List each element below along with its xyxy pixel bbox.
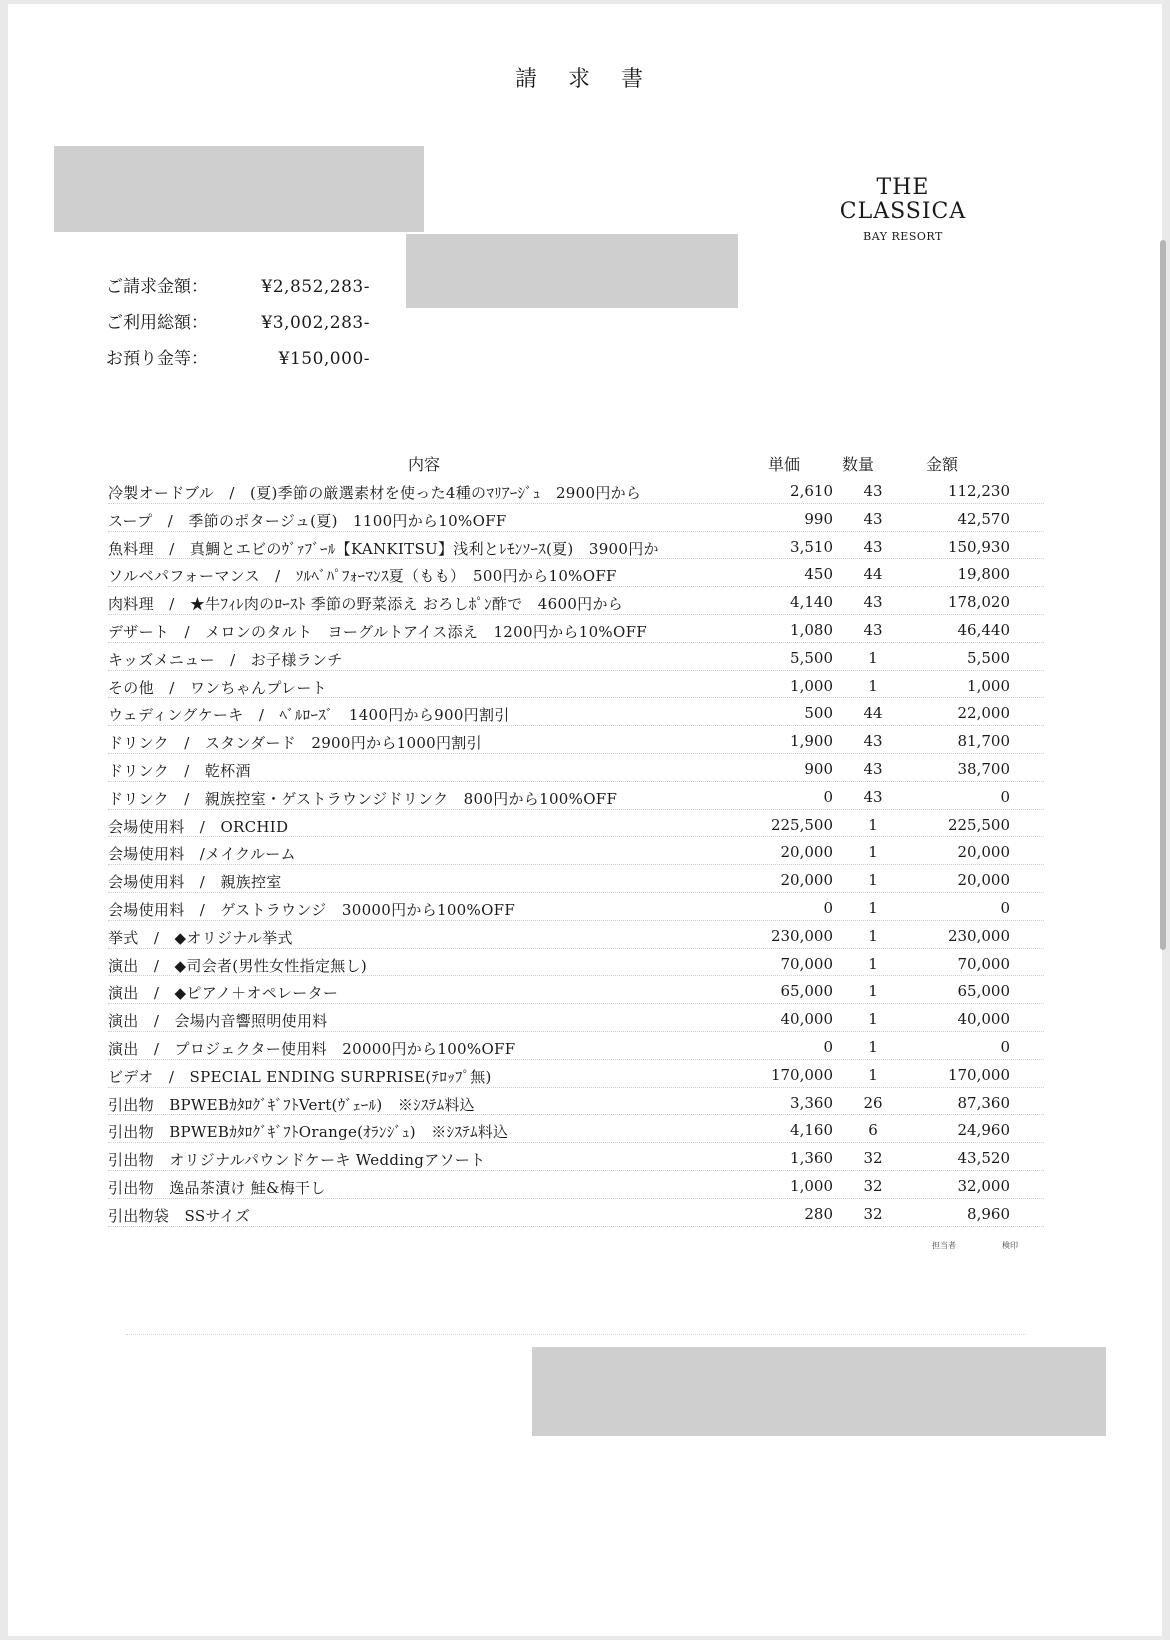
item-unit-price: 65,000 (780, 982, 833, 1001)
summary-label: お預り金等： (106, 349, 208, 369)
item-amount: 0 (1000, 898, 1010, 917)
table-row (8, 784, 1162, 812)
item-description: 引出物 オリジナルパウンドケーキ Weddingアソート (108, 1151, 486, 1170)
logo-line-1: THE (876, 175, 930, 200)
document-title: 請 求 書 (515, 67, 655, 92)
table-row (8, 728, 1162, 756)
item-amount: 81,700 (957, 732, 1010, 751)
item-amount: 87,360 (957, 1093, 1010, 1112)
item-quantity: 43 (863, 482, 883, 500)
item-quantity: 43 (863, 593, 883, 612)
table-header (8, 452, 1162, 474)
item-unit-price: 0 (823, 787, 833, 806)
item-quantity: 43 (863, 732, 883, 751)
item-quantity: 1 (868, 898, 878, 917)
item-quantity: 43 (863, 537, 883, 556)
item-amount: 112,230 (947, 482, 1010, 500)
item-description: ドリンク / 乾杯酒 (108, 761, 251, 780)
item-description: 演出 / ◆ピアノ＋オペレーター (108, 984, 339, 1003)
item-unit-price: 4,140 (790, 593, 833, 612)
item-amount: 43,520 (957, 1149, 1010, 1168)
table-row (8, 1201, 1162, 1229)
header-description: 内容 (408, 455, 441, 474)
table-row (8, 1090, 1162, 1118)
item-unit-price: 170,000 (770, 1065, 833, 1084)
header-amount: 金額 (926, 455, 959, 474)
item-description: 挙式 / ◆オリジナル挙式 (108, 928, 293, 947)
redacted-block-address (406, 234, 738, 308)
item-unit-price: 0 (823, 898, 833, 917)
scrollbar[interactable] (1160, 240, 1166, 950)
table-row (8, 951, 1162, 979)
item-description: 会場使用料 / ゲストラウンジ 30000円から100%OFF (108, 900, 516, 919)
item-description: スープ / 季節のポタージュ(夏) 1100円から10%OFF (108, 511, 507, 530)
redacted-block-bottom (532, 1347, 1106, 1436)
item-unit-price: 20,000 (780, 843, 833, 862)
table-row (8, 561, 1162, 589)
item-quantity: 1 (868, 954, 878, 973)
item-description: 引出物袋 SSサイズ (108, 1206, 251, 1225)
item-quantity: 1 (868, 1065, 878, 1084)
item-description: 引出物 BPWEBｶﾀﾛｸﾞｷﾞﾌﾄVert(ｳﾞｪｰﾙ) ※ｼｽﾃﾑ料込 (108, 1095, 475, 1114)
item-unit-price: 1,360 (790, 1149, 833, 1168)
item-quantity: 6 (868, 1121, 878, 1140)
item-description: 演出 / 会場内音響照明使用料 (108, 1012, 328, 1031)
summary-row (106, 341, 370, 377)
item-amount: 32,000 (957, 1176, 1010, 1195)
header-unit-price: 単価 (768, 455, 801, 474)
table-row (8, 1117, 1162, 1145)
table-row (8, 867, 1162, 895)
item-description: 演出 / ◆司会者(男性女性指定無し) (108, 956, 367, 975)
header-quantity: 数量 (842, 455, 875, 474)
item-quantity: 32 (863, 1204, 883, 1223)
item-quantity: 43 (863, 759, 883, 778)
item-description: 会場使用料 / 親族控室 (108, 873, 282, 892)
table-row (8, 700, 1162, 728)
item-amount: 40,000 (957, 1010, 1010, 1029)
item-quantity: 1 (868, 843, 878, 862)
table-row (8, 756, 1162, 784)
table-row (8, 478, 1162, 506)
item-description: ビデオ / SPECIAL ENDING SURPRISE(ﾃﾛｯﾌﾟ無) (108, 1067, 492, 1086)
item-quantity: 1 (868, 648, 878, 667)
item-unit-price: 900 (804, 759, 833, 778)
summary-label: ご利用総額： (106, 313, 208, 333)
item-quantity: 43 (863, 620, 883, 639)
item-amount: 0 (1000, 1037, 1010, 1056)
item-unit-price: 1,080 (790, 620, 833, 639)
item-quantity: 1 (868, 926, 878, 945)
item-amount: 150,930 (947, 537, 1010, 556)
item-amount: 22,000 (957, 704, 1010, 723)
item-quantity: 1 (868, 871, 878, 890)
table-row (8, 645, 1162, 673)
table-row (8, 1173, 1162, 1201)
item-unit-price: 70,000 (780, 954, 833, 973)
summary-row (106, 269, 370, 305)
item-quantity: 43 (863, 509, 883, 528)
redacted-block-top (54, 146, 424, 232)
item-description: ドリンク / 親族控室・ゲストラウンジドリンク 800円から100%OFF (108, 789, 618, 808)
item-quantity: 1 (868, 982, 878, 1001)
summary-block (106, 269, 370, 377)
item-unit-price: 1,000 (790, 1176, 833, 1195)
item-quantity: 1 (868, 1010, 878, 1029)
item-quantity: 26 (863, 1093, 883, 1112)
item-amount: 178,020 (947, 593, 1010, 612)
item-unit-price: 990 (804, 509, 833, 528)
item-description: 魚料理 / 真鯛とエビのｳﾞｧﾌﾞｰﾙ【KANKITSU】浅利とﾚﾓﾝｿｰｽ(夏) 3900円か (108, 539, 659, 558)
table-row (8, 534, 1162, 562)
item-description: その他 / ワンちゃんプレート (108, 678, 327, 697)
divider (126, 1334, 1026, 1335)
item-quantity: 44 (863, 565, 883, 584)
item-description: 肉料理 / ★牛ﾌｨﾚ肉のﾛｰｽﾄ 季節の野菜添え おろしﾎﾟﾝ酢で 4600円から (108, 595, 624, 614)
line-items-table (8, 478, 1162, 1229)
item-amount: 8,960 (967, 1204, 1010, 1223)
table-row (8, 1062, 1162, 1090)
item-description: 演出 / プロジェクター使用料 20000円から100%OFF (108, 1039, 516, 1058)
table-row (8, 1034, 1162, 1062)
table-row (8, 673, 1162, 701)
item-amount: 38,700 (957, 759, 1010, 778)
logo-line-2: CLASSICA (839, 199, 967, 224)
invoice-page (8, 4, 1162, 1636)
summary-value: ¥150,000- (278, 349, 370, 369)
item-unit-price: 1,000 (790, 676, 833, 695)
item-unit-price: 3,510 (790, 537, 833, 556)
item-description: キッズメニュー / お子様ランチ (108, 650, 343, 669)
item-description: デザート / メロンのタルト ヨーグルトアイス添え 1200円から10%OFF (108, 622, 647, 641)
item-unit-price: 20,000 (780, 871, 833, 890)
item-unit-price: 2,610 (790, 482, 833, 500)
item-unit-price: 280 (804, 1204, 833, 1223)
item-unit-price: 230,000 (770, 926, 833, 945)
item-quantity: 32 (863, 1149, 883, 1168)
logo-line-3: BAY RESORT (863, 230, 943, 243)
item-amount: 19,800 (957, 565, 1010, 584)
item-unit-price: 40,000 (780, 1010, 833, 1029)
item-description: ソルベパフォーマンス / ｿﾙﾍﾞﾊﾟﾌｫｰﾏﾝｽ夏（もも） 500円から10%OFF (108, 567, 617, 586)
table-row (8, 923, 1162, 951)
item-unit-price: 3,360 (790, 1093, 833, 1112)
item-amount: 170,000 (947, 1065, 1010, 1084)
item-amount: 46,440 (957, 620, 1010, 639)
venue-logo (828, 176, 978, 246)
item-amount: 20,000 (957, 871, 1010, 890)
item-unit-price: 4,160 (790, 1121, 833, 1140)
item-description: 会場使用料 / ORCHID (108, 817, 289, 836)
table-row (8, 506, 1162, 534)
item-unit-price: 225,500 (770, 815, 833, 834)
item-amount: 20,000 (957, 843, 1010, 862)
item-quantity: 44 (863, 704, 883, 723)
item-unit-price: 1,900 (790, 732, 833, 751)
summary-label: ご請求金額： (106, 277, 208, 297)
item-amount: 230,000 (947, 926, 1010, 945)
item-amount: 225,500 (947, 815, 1010, 834)
table-row (8, 617, 1162, 645)
item-description: 引出物 BPWEBｶﾀﾛｸﾞｷﾞﾌﾄOrange(ｵﾗﾝｼﾞｭ) ※ｼｽﾃﾑ料込 (108, 1123, 509, 1142)
table-row (8, 895, 1162, 923)
item-description: 引出物 逸品茶漬け 鮭&梅干し (108, 1178, 326, 1197)
item-quantity: 1 (868, 1037, 878, 1056)
item-amount: 0 (1000, 787, 1010, 806)
item-amount: 24,960 (957, 1121, 1010, 1140)
item-quantity: 32 (863, 1176, 883, 1195)
summary-value: ¥3,002,283- (261, 313, 370, 333)
table-row (8, 589, 1162, 617)
item-description: 冷製オードブル / (夏)季節の厳選素材を使った4種のﾏﾘｱｰｼﾞｭ 2900円から (108, 484, 642, 502)
item-unit-price: 450 (804, 565, 833, 584)
table-row (8, 1006, 1162, 1034)
item-amount: 65,000 (957, 982, 1010, 1001)
table-row (8, 812, 1162, 840)
item-unit-price: 0 (823, 1037, 833, 1056)
item-amount: 1,000 (967, 676, 1010, 695)
item-unit-price: 500 (804, 704, 833, 723)
item-amount: 5,500 (967, 648, 1010, 667)
table-row (8, 978, 1162, 1006)
summary-row (106, 305, 370, 341)
item-quantity: 43 (863, 787, 883, 806)
signature-label-inspection: 検印 (1002, 1241, 1018, 1250)
item-quantity: 1 (868, 815, 878, 834)
item-unit-price: 5,500 (790, 648, 833, 667)
summary-value: ¥2,852,283- (261, 277, 370, 297)
item-amount: 70,000 (957, 954, 1010, 973)
item-quantity: 1 (868, 676, 878, 695)
item-description: 会場使用料 /メイクルーム (108, 845, 296, 864)
item-amount: 42,570 (957, 509, 1010, 528)
signature-label-staff: 担当者 (932, 1241, 956, 1250)
item-description: ウェディングケーキ / ﾍﾞﾙﾛｰｽﾞ 1400円から900円割引 (108, 706, 510, 725)
item-description: ドリンク / スタンダード 2900円から1000円割引 (108, 734, 482, 753)
table-row (8, 1145, 1162, 1173)
table-row (8, 839, 1162, 867)
